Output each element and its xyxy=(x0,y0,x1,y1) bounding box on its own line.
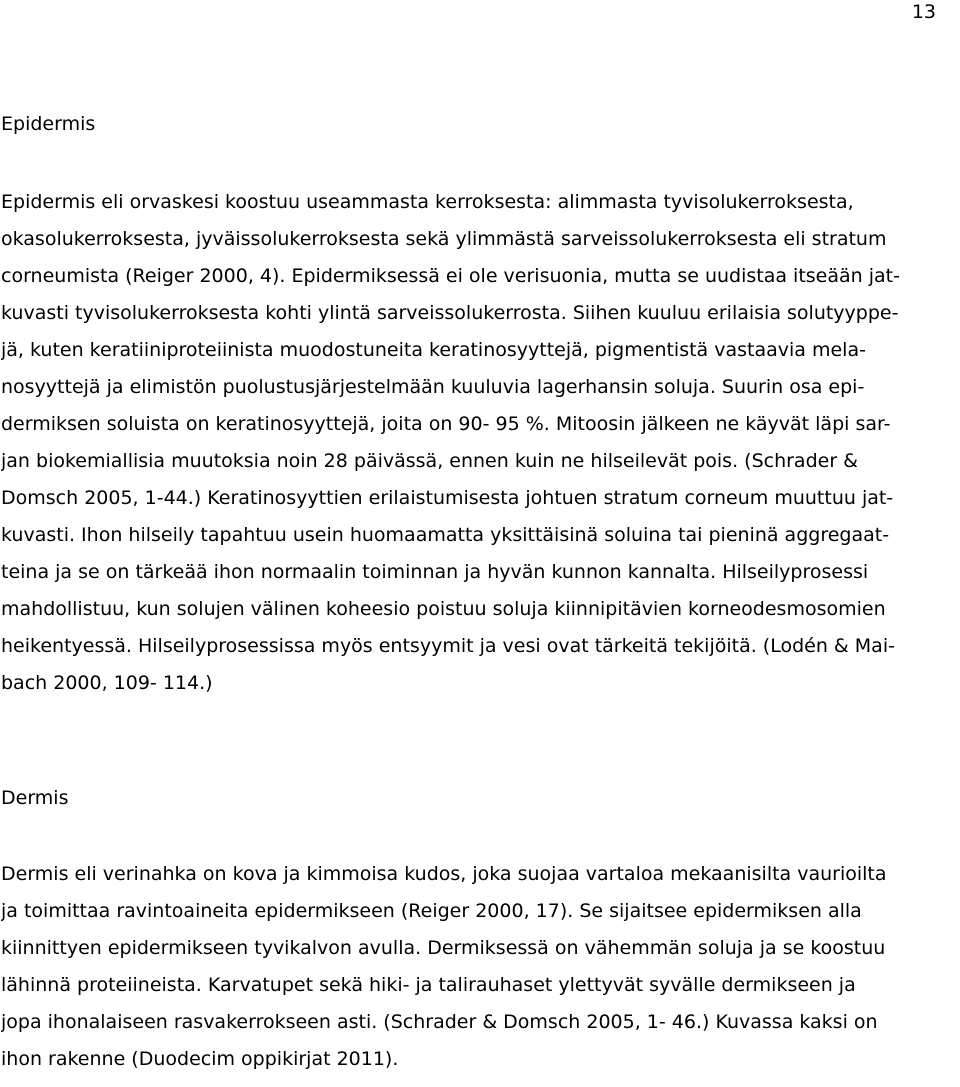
paragraph-line: Domsch 2005, 1-44.) Keratinosyyttien erilaistumisesta johtuen stratum corneum muuttuu jat- xyxy=(1,487,894,509)
page-number: 13 xyxy=(911,1,936,23)
paragraph-line: dermiksen soluista on keratinosyyttejä, joita on 90- 95 %. Mitoosin jälkeen ne käyvät läpi sar- xyxy=(1,413,891,435)
paragraph-line: mahdollistuu, kun solujen välinen koheesio poistuu soluja kiinnipitävien korneodesmosomien xyxy=(1,598,886,620)
section-heading-dermis: Dermis xyxy=(1,787,69,809)
paragraph-line: heikentyessä. Hilseilyprosessissa myös entsyymit ja vesi ovat tärkeitä tekijöitä. (Lodén & Mai- xyxy=(1,635,895,657)
paragraph-line: nosyyttejä ja elimistön puolustusjärjestelmään kuuluvia lagerhansin soluja. Suurin osa epi- xyxy=(1,376,865,398)
paragraph-line: Dermis eli verinahka on kova ja kimmoisa kudos, joka suojaa vartaloa mekaanisilta vaurioilta xyxy=(1,863,887,885)
paragraph-epidermis xyxy=(1,184,959,702)
paragraph-line: kiinnittyen epidermikseen tyvikalvon avulla. Dermiksessä on vähemmän soluja ja se koostuu xyxy=(1,937,886,959)
paragraph-line: ihon rakenne (Duodecim oppikirjat 2011). xyxy=(1,1048,399,1070)
paragraph-line: teina ja se on tärkeää ihon normaalin toiminnan ja hyvän kunnon kannalta. Hilseilyprosessi xyxy=(1,561,869,583)
section-heading-epidermis: Epidermis xyxy=(1,113,96,135)
paragraph-line: ja toimittaa ravintoaineita epidermikseen (Reiger 2000, 17). Se sijaitsee epidermiksen alla xyxy=(1,900,862,922)
paragraph-line: kuvasti tyvisolukerroksesta kohti ylintä sarveissolukerrosta. Siihen kuuluu erilaisia solutyyppe- xyxy=(1,302,899,324)
paragraph-line: jopa ihonalaiseen rasvakerrokseen asti. (Schrader & Domsch 2005, 1- 46.) Kuvassa kaksi on xyxy=(1,1011,878,1033)
paragraph-line: jan biokemiallisia muutoksia noin 28 päivässä, ennen kuin ne hilseilevät pois. (Schrader & xyxy=(1,450,858,472)
paragraph-line: okasolukerroksesta, jyväissolukerroksesta sekä ylimmästä sarveissolukerroksesta eli stratum xyxy=(1,228,887,250)
paragraph-line: Epidermis eli orvaskesi koostuu useammasta kerroksesta: alimmasta tyvisolukerroksesta, xyxy=(1,191,854,213)
paragraph-line: bach 2000, 109- 114.) xyxy=(1,672,213,694)
paragraph-line: jä, kuten keratiiniproteiinista muodostuneita keratinosyyttejä, pigmentistä vastaavia mela- xyxy=(1,339,866,361)
paragraph-line: corneumista (Reiger 2000, 4). Epidermiksessä ei ole verisuonia, mutta se uudistaa itseään jat- xyxy=(1,265,900,287)
paragraph-line: kuvasti. Ihon hilseily tapahtuu usein huomaamatta yksittäisinä soluina tai pieninä aggregaat- xyxy=(1,524,890,546)
paragraph-dermis xyxy=(1,856,959,1078)
paragraph-line: lähinnä proteiineista. Karvatupet sekä hiki- ja talirauhaset ylettyvät syvälle dermikseen ja xyxy=(1,974,856,996)
